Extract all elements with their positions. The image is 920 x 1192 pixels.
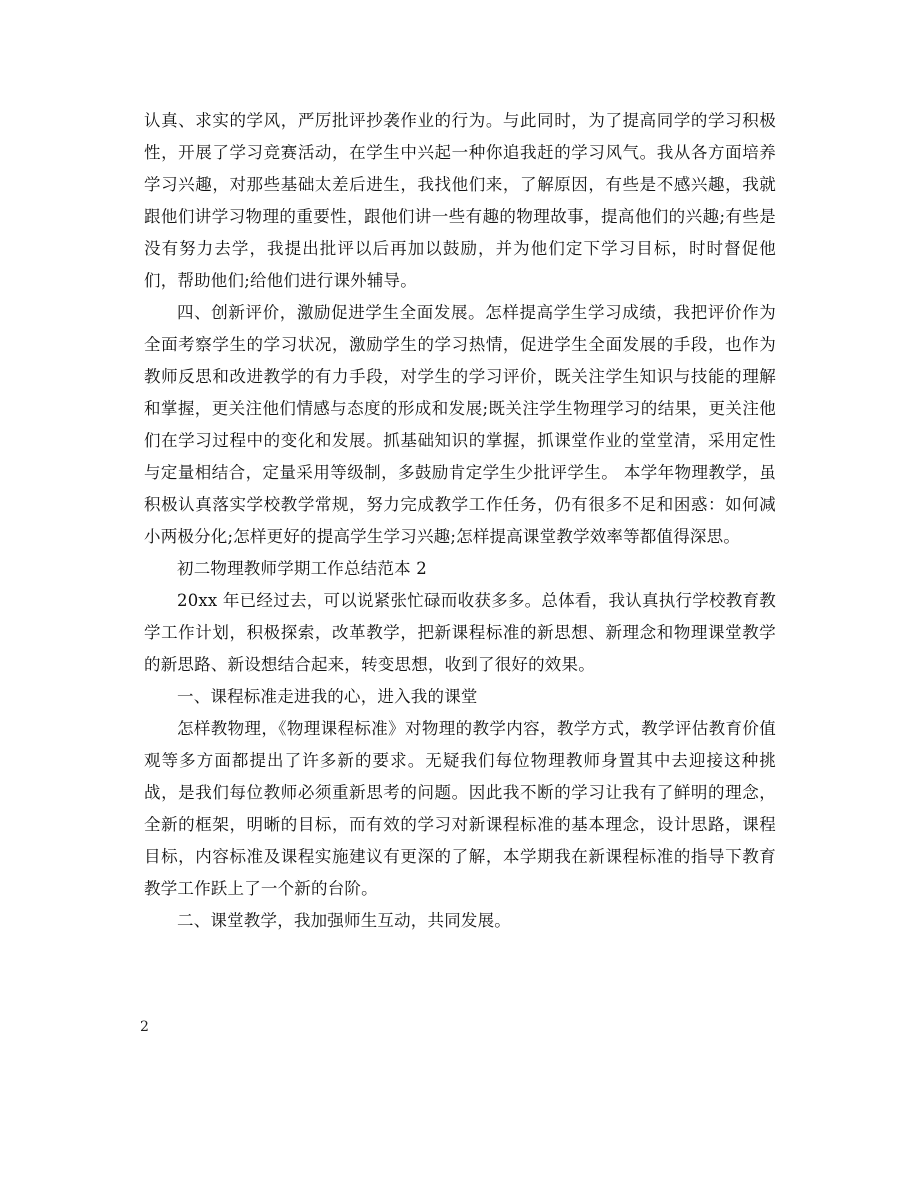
paragraph-curriculum-standards: 怎样教物理，《物理课程标准》对物理的教学内容，教学方式，教学评估教育价值观等多方面都提出了许多新的要求。无疑我们每位物理教师身置其中去迎接这种挑战，是我们每位教师必须重新思考的问题。因此我不断的学习让我有了鲜明的理念，全新的框架，明晰的目标，而有效的学习对新课程标准的基本理念，设计思路，课程目标，内容标准及课程实施建议有更深的了解，本学期我在新课程标准的指导下教育教学工作跃上了一个新的台阶。 bbox=[144, 719, 776, 898]
paragraph-year-summary: 20xx 年已经过去，可以说紧张忙碌而收获多多。总体看，我认真执行学校教育教学工作计划，积极探索，改革教学，把新课程标准的新思想、新理念和物理课堂教学的新思路、新设想结合起来，转变思想，收到了很好的效果。 bbox=[144, 591, 776, 674]
paragraph-evaluation: 四、创新评价，激励促进学生全面发展。怎样提高学生学习成绩，我把评价作为全面考察学生的学习状况，激励学生的学习热情，促进学生全面发展的手段，也作为教师反思和改进教学的有力手段，对学生的学习评价，既关注学生知识与技能的理解和掌握，更关注他们情感与态度的形成和发展;既关注学生物理学习的结果，更关注他们在学习过程中的变化和发展。抓基础知识的掌握，抓课堂作业的堂堂清，采用定性与定量相结合，定量采用等级制，多鼓励肯定学生少批评学生。 本学年物理教学，虽积极认真落实学校教学常规，努力完成教学工作任务，仍有很多不足和困惑：如何减小两极分化;怎样更好的提高学生学习兴趣;怎样提高课堂教学效率等都值得深思。 bbox=[144, 303, 776, 546]
page-number: 2 bbox=[140, 1019, 149, 1035]
section-heading-curriculum: 一、课程标准走进我的心，进入我的课堂 bbox=[177, 687, 478, 706]
section-heading-classroom: 二、课堂教学，我加强师生互动，共同发展。 bbox=[177, 911, 511, 930]
document-body bbox=[144, 105, 776, 937]
section-heading-sample-2: 初二物理教师学期工作总结范本 2 bbox=[177, 559, 427, 578]
paragraph-study-habits: 认真、求实的学风，严厉批评抄袭作业的行为。与此同时，为了提高同学的学习积极性，开展了学习竞赛活动，在学生中兴起一种你追我赶的学习风气。我从各方面培养学习兴趣，对那些基础太差后进生，我找他们来，了解原因，有些是不感兴趣，我就跟他们讲学习物理的重要性，跟他们讲一些有趣的物理故事，提高他们的兴趣;有些是没有努力去学，我提出批评以后再加以鼓励，并为他们定下学习目标，时时督促他们，帮助他们;给他们进行课外辅导。 bbox=[144, 111, 776, 290]
